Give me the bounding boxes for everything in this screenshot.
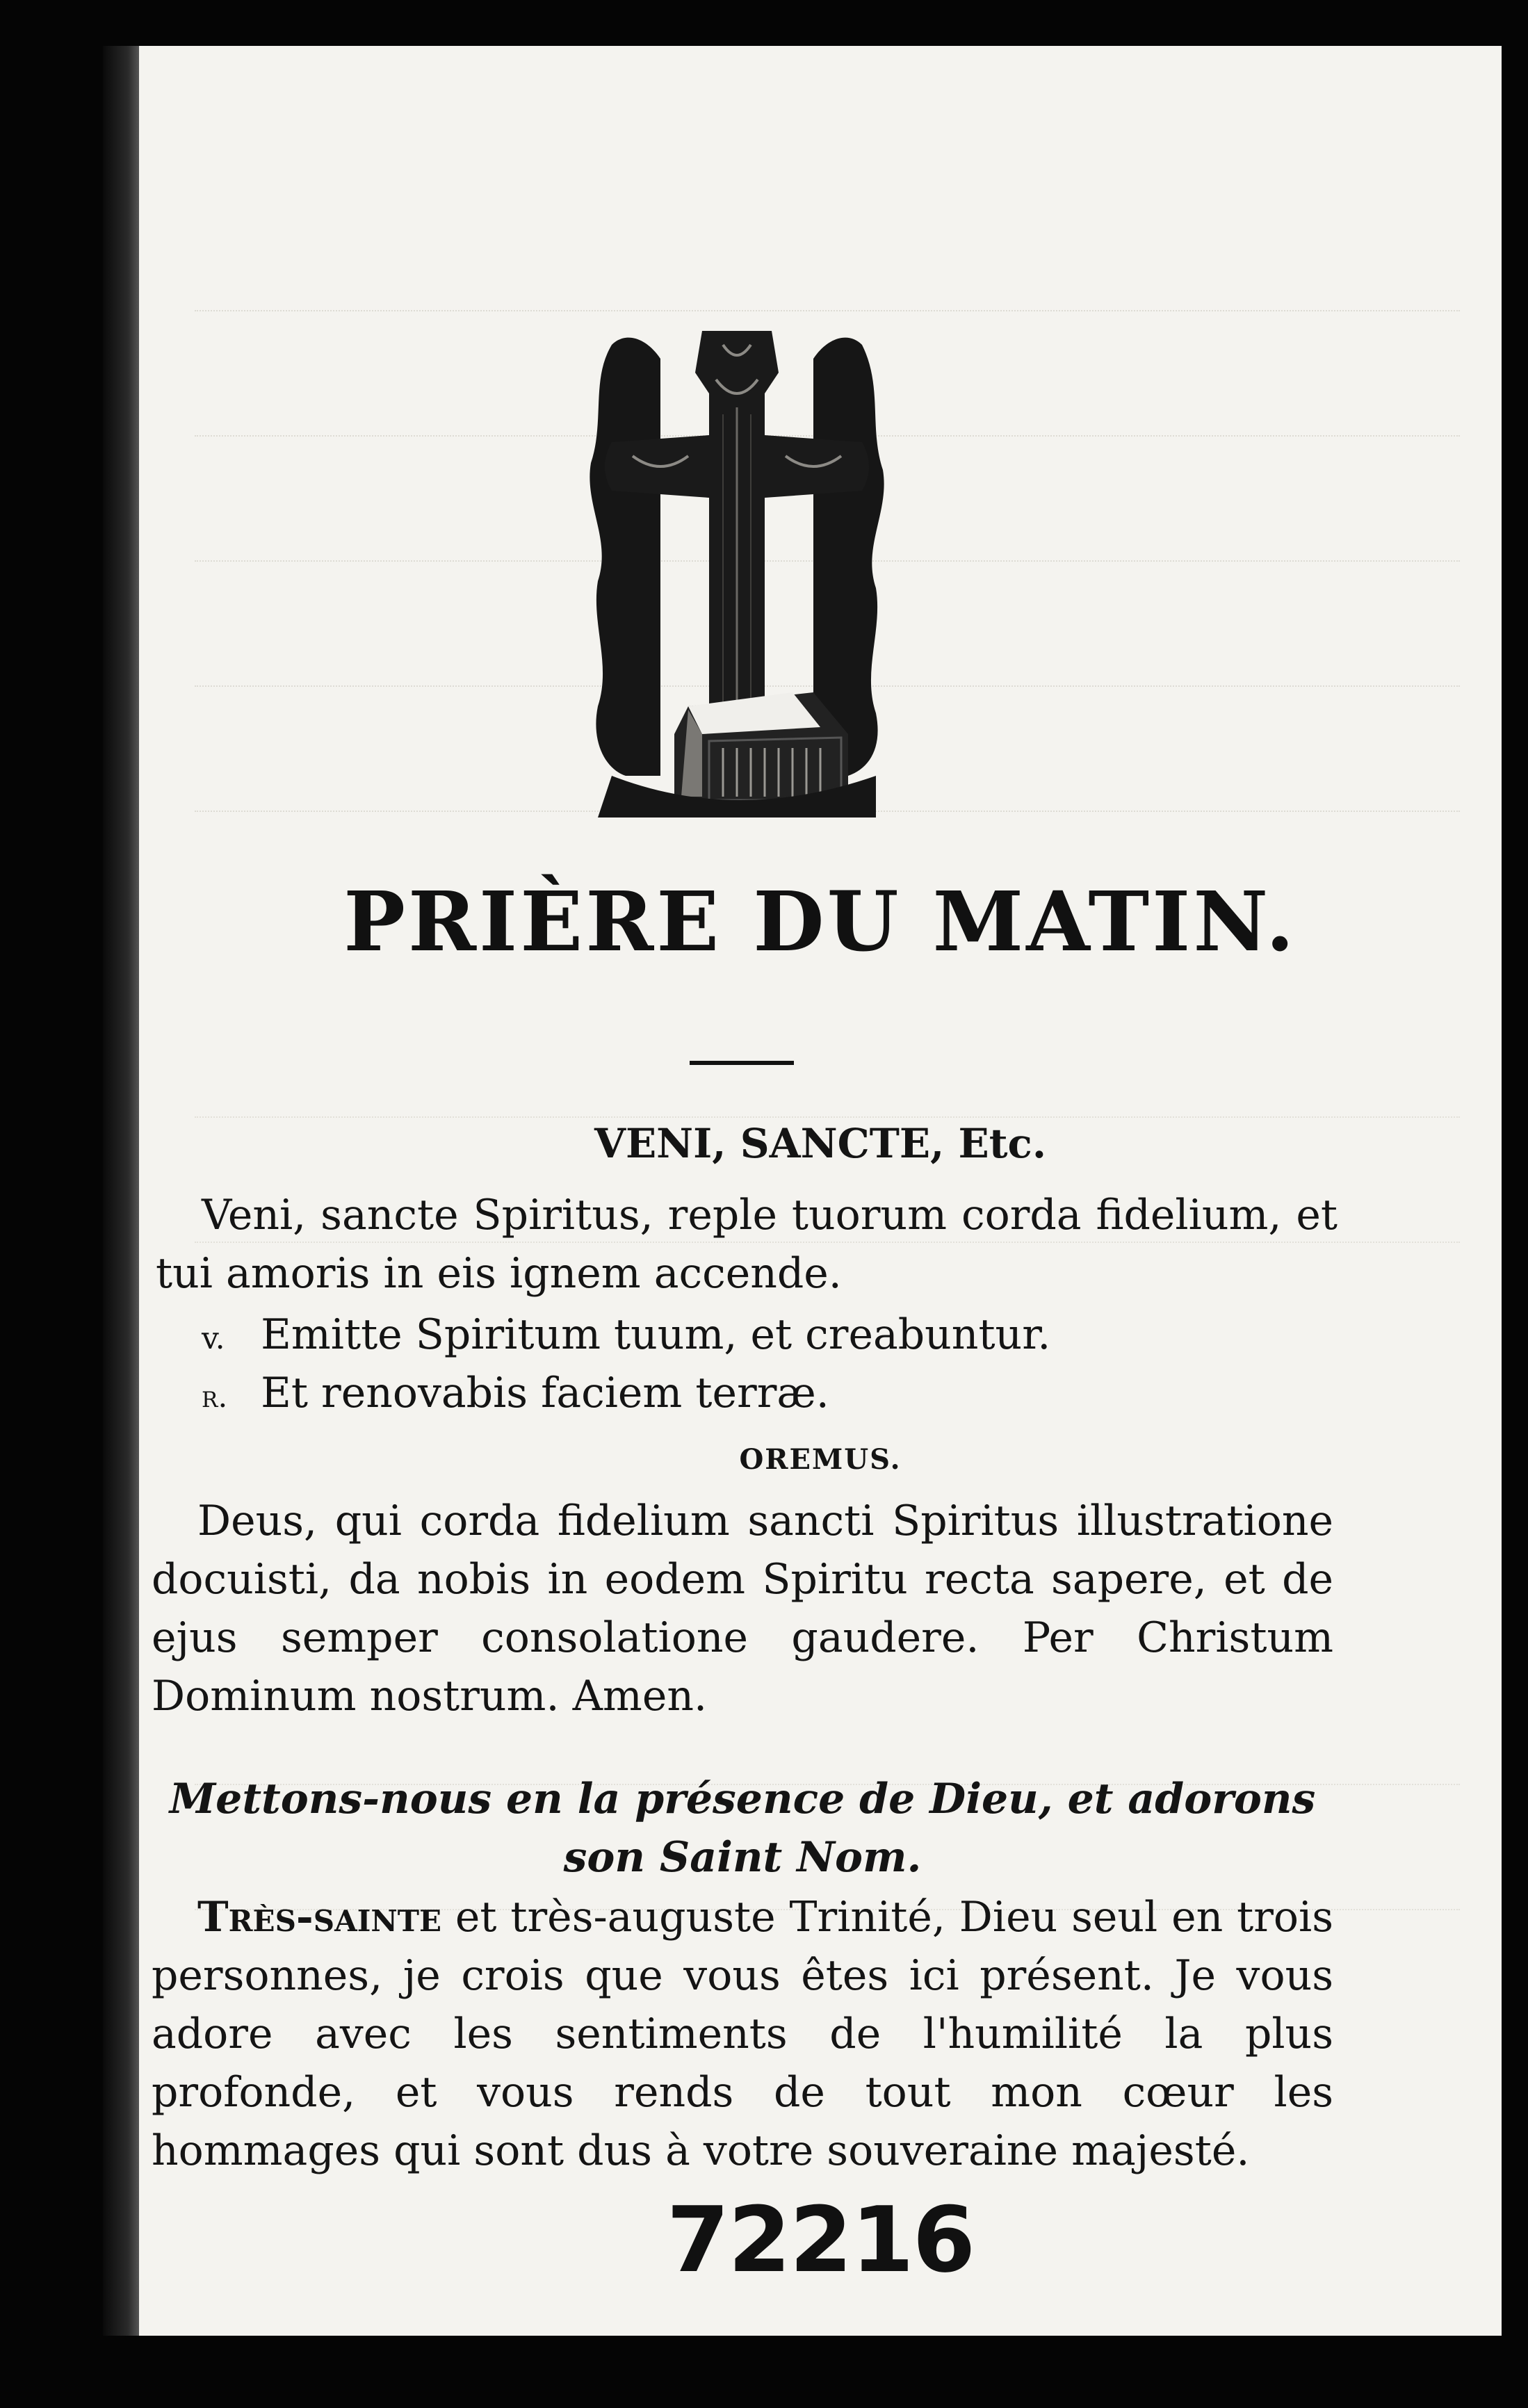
scanned-page xyxy=(139,46,1502,2336)
oremus-paragraph xyxy=(152,1492,1333,1725)
response-mark: r. xyxy=(202,1379,228,1415)
instruction-paragraph xyxy=(152,1770,1333,1887)
bleed-through-header xyxy=(528,174,1084,202)
oremus-text: Deus, qui corda fidelium sancti Spiritus illustratione docuisti, da nobis in eodem Spiritu recta sapere, et de ejus semper consolatione gaudere. Per Christum Dominum nostrum. Amen. xyxy=(152,1497,1333,1720)
veni-heading xyxy=(139,1120,1502,1167)
page-title: PRIÈRE DU MATIN. xyxy=(343,873,1297,970)
trinite-paragraph xyxy=(152,1888,1333,2180)
versicle-mark: v. xyxy=(202,1321,225,1356)
veni-heading-text: VENI, SANCTE, Etc. xyxy=(594,1120,1047,1167)
document-number: 72216 xyxy=(666,2187,975,2293)
response-line xyxy=(202,1364,1383,1426)
trinite-text: et très-auguste Trinité, Dieu seul en trois personnes, je crois que vous êtes ici présent. Je vous adore avec les sentiments de l'humilité la plus profonde, et vous rends de tout mon cœur les hommages qui sont dus à votre souveraine majesté. xyxy=(152,1893,1333,2175)
title-divider xyxy=(690,1061,794,1065)
veni-paragraph xyxy=(156,1186,1338,1303)
versicle-text: Emitte Spiritum tuum, et creabuntur. xyxy=(261,1310,1051,1359)
response-text: Et renovabis faciem terræ. xyxy=(261,1369,829,1417)
binding-shadow xyxy=(103,46,145,2336)
trinite-lead: Très-sainte xyxy=(197,1893,442,1942)
oremus-heading xyxy=(139,1443,1502,1476)
oremus-heading-text: OREMUS. xyxy=(739,1443,902,1476)
instruction-text: Mettons-nous en la présence de Dieu, et adorons son Saint Nom. xyxy=(169,1775,1316,1882)
versicle-line xyxy=(202,1305,1383,1368)
cross-ornament-icon xyxy=(584,317,890,817)
veni-text: Veni, sancte Spiritus, reple tuorum corda fidelium, et tui amoris in eis ignem accende. xyxy=(156,1191,1338,1298)
